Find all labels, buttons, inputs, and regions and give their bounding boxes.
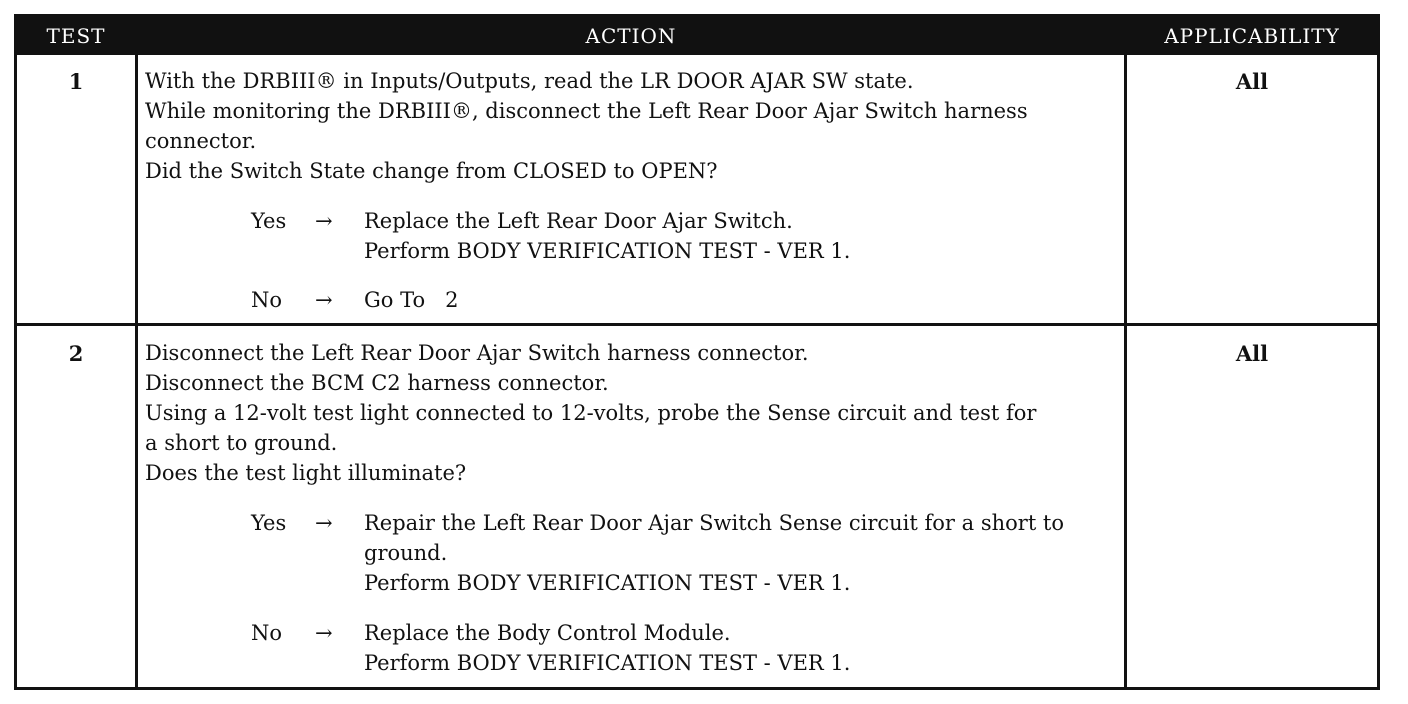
yes-action-line: Perform BODY VERIFICATION TEST - VER 1. bbox=[364, 239, 851, 263]
yes-action-line: Perform BODY VERIFICATION TEST - VER 1. bbox=[364, 571, 851, 595]
no-label: No bbox=[251, 621, 283, 645]
no-action-line: Perform BODY VERIFICATION TEST - VER 1. bbox=[364, 651, 851, 675]
yes-label: Yes bbox=[251, 511, 287, 535]
action-line: While monitoring the DRBIII®, disconnect the Left Rear Door Ajar Switch harness bbox=[145, 99, 1028, 123]
action-line: Did the Switch State change from CLOSED to OPEN? bbox=[145, 159, 718, 183]
action-line: Disconnect the BCM C2 harness connector. bbox=[145, 371, 609, 395]
header-action: ACTION bbox=[585, 24, 677, 48]
row-divider bbox=[17, 323, 1377, 326]
table-header bbox=[17, 17, 1377, 55]
yes-action-line: Replace the Left Rear Door Ajar Switch. bbox=[364, 209, 793, 233]
arrow-icon: → bbox=[315, 621, 333, 645]
test-number: 2 bbox=[68, 341, 84, 366]
action-line: connector. bbox=[145, 129, 257, 153]
action-line: Using a 12-volt test light connected to 12-volts, probe the Sense circuit and test for bbox=[145, 401, 1037, 425]
arrow-icon: → bbox=[315, 209, 333, 233]
arrow-icon: → bbox=[315, 511, 333, 535]
applicability-value: All bbox=[1235, 341, 1269, 366]
action-line: Does the test light illuminate? bbox=[145, 461, 467, 485]
no-label: No bbox=[251, 288, 283, 312]
no-action-line: Go To 2 bbox=[364, 288, 459, 312]
applicability-value: All bbox=[1235, 69, 1269, 94]
no-action-line: Replace the Body Control Module. bbox=[364, 621, 731, 645]
header-applicability: APPLICABILITY bbox=[1164, 24, 1340, 48]
action-line: a short to ground. bbox=[145, 431, 338, 455]
arrow-icon: → bbox=[315, 288, 333, 312]
test-number: 1 bbox=[68, 69, 84, 94]
column-divider bbox=[135, 17, 138, 687]
action-line: With the DRBIII® in Inputs/Outputs, read the LR DOOR AJAR SW state. bbox=[145, 69, 914, 93]
diagnostic-table bbox=[14, 14, 1380, 690]
yes-label: Yes bbox=[251, 209, 287, 233]
yes-action-line: ground. bbox=[364, 541, 448, 565]
action-line: Disconnect the Left Rear Door Ajar Switch harness connector. bbox=[145, 341, 809, 365]
yes-action-line: Repair the Left Rear Door Ajar Switch Sense circuit for a short to bbox=[364, 511, 1065, 535]
header-test: TEST bbox=[46, 24, 106, 48]
